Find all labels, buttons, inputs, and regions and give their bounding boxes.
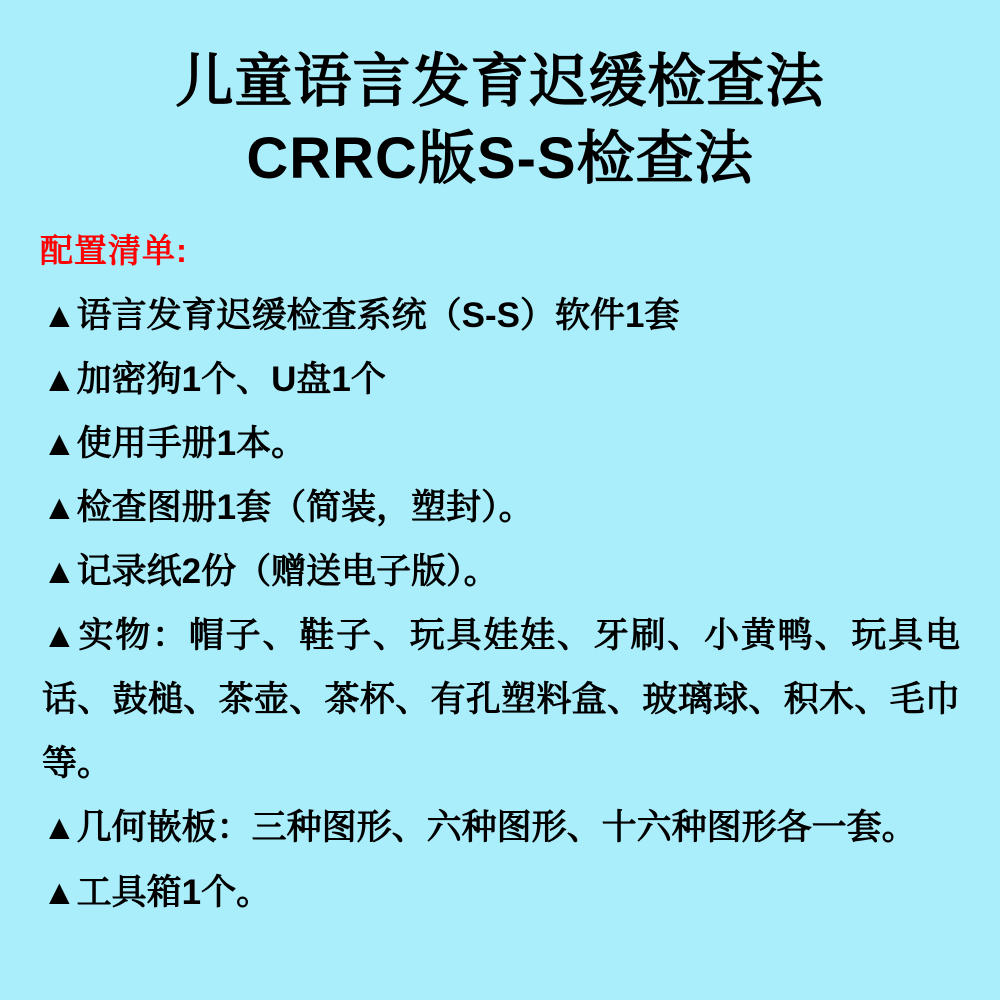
list-item (42, 604, 960, 796)
list-item (42, 540, 960, 604)
config-list-heading: 配置清单: (40, 232, 188, 270)
list-item (42, 348, 960, 412)
config-list (42, 284, 960, 924)
list-item-text: 工具箱1个。 (76, 872, 272, 912)
list-item (42, 796, 960, 860)
poster-title-line2: CRRC版S-S检查法 (246, 125, 754, 191)
triangle-bullet-icon: ▲ (42, 488, 77, 528)
triangle-bullet-icon: ▲ (42, 552, 77, 592)
poster-title-line1: 儿童语言发育迟缓检查法 (175, 49, 825, 114)
triangle-bullet-icon: ▲ (42, 424, 77, 464)
list-item-text: 检查图册1套（简装，塑封）。 (76, 488, 534, 528)
list-item-text: 加密狗1个、U盘1个 (76, 360, 386, 400)
triangle-bullet-icon: ▲ (42, 360, 77, 400)
list-item-text: 记录纸2份（赠送电子版）。 (76, 552, 499, 592)
triangle-bullet-icon: ▲ (42, 808, 77, 848)
list-item (42, 476, 960, 540)
triangle-bullet-icon: ▲ (42, 616, 79, 656)
poster-title (0, 0, 1000, 197)
list-item (42, 284, 960, 348)
list-item-text: 几何嵌板：三种图形、六种图形、十六种图形各一套。 (76, 808, 917, 848)
list-item-text: 实物：帽子、鞋子、玩具娃娃、牙刷、小黄鸭、玩具电话、鼓槌、茶壶、茶杯、有孔塑料盒、玻璃球、积木、毛巾等。 (42, 616, 960, 784)
list-item (42, 861, 960, 925)
triangle-bullet-icon: ▲ (42, 872, 77, 912)
list-item (42, 412, 960, 476)
list-item-text: 语言发育迟缓检查系统（S-S）软件1套 (76, 296, 680, 336)
list-item-text: 使用手册1本。 (76, 424, 307, 464)
triangle-bullet-icon: ▲ (42, 296, 77, 336)
